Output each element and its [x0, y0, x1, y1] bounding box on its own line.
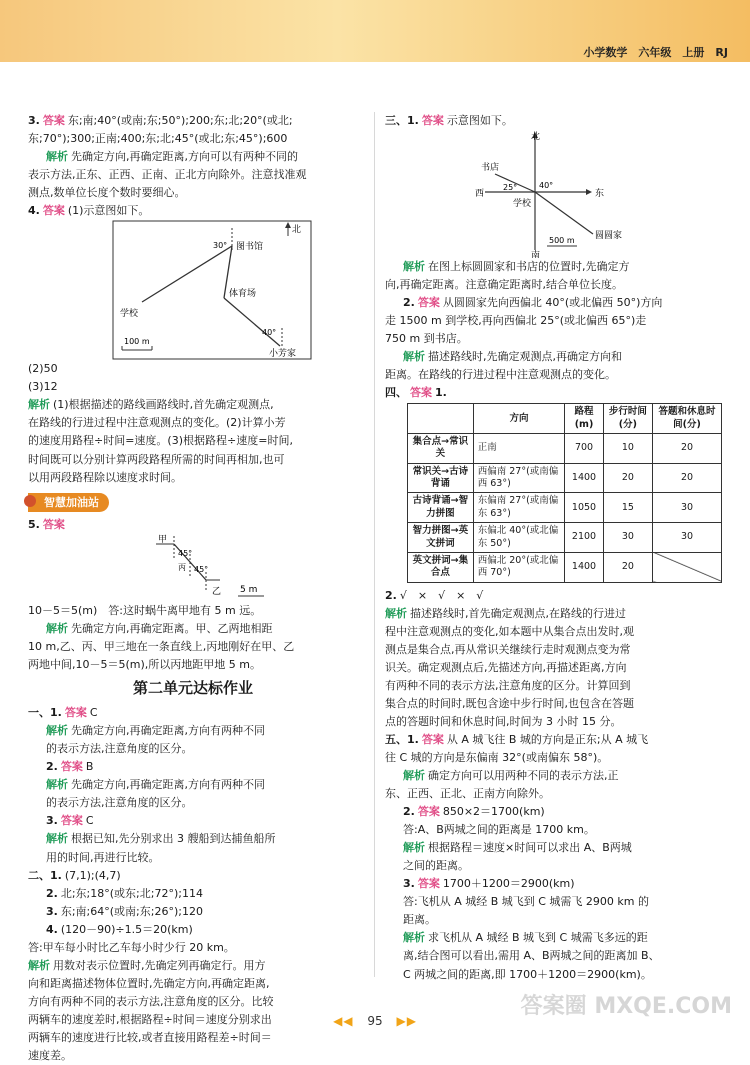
q4-answer: 4. 答案 (1)示意图如下。	[28, 204, 150, 218]
g3-answer-3: 距离。	[403, 913, 436, 927]
t1-angle-40: 40°	[539, 181, 554, 191]
g1-answer-2: 往 C 城的方向是东偏南 32°(或南偏东 58°)。	[385, 750, 609, 764]
q5-analysis-3: 两地中间,10－5＝5(m),所以丙地距甲地 5 m。	[28, 657, 261, 671]
g3-answer-2: 答:飞机从 A 城经 B 城飞到 C 城需飞 2900 km 的	[403, 895, 650, 909]
q4-part2: (2)50	[28, 362, 58, 376]
series-label: 小学数学 六年级 上册 RJ	[583, 46, 728, 59]
g1-analysis-2: 东、正西、正北、正南方向除外。	[385, 787, 550, 801]
route-col-distance: 路程(m)	[565, 404, 603, 434]
q5-bing-label: 丙	[178, 562, 186, 572]
t1-east: 东	[595, 189, 605, 200]
left-column	[28, 112, 358, 1065]
table-cell: 西偏北 20°(或北偏西 70°)	[473, 552, 565, 582]
page-number: 95	[367, 1014, 383, 1028]
unit-title: 第二单元达标作业	[132, 678, 253, 697]
f2-analysis-5: 有两种不同的表示方法,注意角度的区分。计算回到	[385, 678, 631, 692]
q5-angle-1: 45°	[178, 548, 193, 558]
route-col-rest-time: 答题和休息时间(分)	[653, 404, 722, 434]
table-cell: 20	[603, 463, 652, 493]
t1-scale: 500 m	[549, 236, 575, 246]
t1-home: 圆圆家	[595, 231, 623, 242]
q3-analysis-2: 表示方法,正东、正西、正南、正北方向除外。注意找准观	[28, 168, 307, 182]
table-cell: 30	[603, 523, 652, 553]
q5-scale-label: 5 m	[240, 584, 258, 595]
g2-analysis: 解析 根据路程＝速度×时间可以求出 A、B两城	[403, 841, 632, 855]
route-col-walk-time: 步行时间(分)	[603, 404, 652, 434]
q4-analysis-3: 的速度用路程÷时间=速度。(3)根据路程÷速度=时间,	[28, 434, 293, 448]
q5-analysis: 解析 先确定方向,再确定距离。甲、乙两地相距	[46, 621, 273, 635]
e4-result: 答:甲车每小时比乙车每小时少行 20 km。	[28, 940, 235, 954]
table-cell: 10	[603, 434, 652, 464]
map-north-label: 北	[292, 225, 302, 236]
q5-calc: 10－5＝5(m) 答:这时蜗牛离甲地有 5 m 远。	[28, 603, 262, 617]
g2-answer-2: 答:A、B两城之间的距离是 1700 km。	[403, 823, 595, 837]
t2-answer-3: 750 m 到书店。	[385, 332, 468, 346]
next-arrows-icon: ▶▶	[396, 1014, 417, 1028]
right-column	[385, 112, 725, 984]
s1-answer: 一、1. 答案 C	[28, 706, 98, 720]
g2-answer: 2. 答案 850×2＝1700(km)	[403, 805, 545, 819]
table-cell: 1050	[565, 493, 603, 523]
table-cell: 东偏南 27°(或南偏东 63°)	[473, 493, 565, 523]
s3-analysis-2: 用的时间,再进行比较。	[46, 850, 160, 864]
t1-north: 北	[531, 132, 541, 143]
q4-analysis: 解析 (1)根据描述的路线画路线时,首先确定观测点,	[28, 398, 274, 412]
g3-analysis: 解析 求飞机从 A 城经 B 城飞到 C 城需飞多远的距	[403, 931, 648, 945]
map-angle-30: 30°	[213, 241, 228, 251]
e4-analysis-2: 向和距离描述物体位置时,先确定方向,再确定距离,	[28, 976, 270, 990]
table-row	[408, 523, 722, 553]
q3-analysis: 解析 先确定方向,再确定距离,方向可以有两种不同的	[46, 150, 298, 164]
t1-angle-25: 25°	[503, 183, 518, 193]
q4-analysis-5: 以用两段路程除以速度求时间。	[28, 470, 182, 484]
prev-arrows-icon: ◀◀	[333, 1014, 354, 1028]
t1-south: 南	[531, 251, 541, 259]
s2-analysis: 解析 先确定方向,再确定距离,方向有两种不同	[46, 778, 265, 792]
table-cell: 15	[603, 493, 652, 523]
q5-angle-2: 45°	[194, 564, 209, 574]
t1-bookstore: 书店	[481, 163, 500, 174]
s3-analysis: 解析 根据已知,先分别求出 3 艘船到达捕鱼船所	[46, 832, 276, 846]
s2-answer: 2. 答案 B	[46, 760, 94, 774]
g3-answer: 3. 答案 1700＋1200＝2900(km)	[403, 877, 575, 891]
e4-analysis-3: 方向有两种不同的表示方法,注意角度的区分。比较	[28, 994, 274, 1008]
map-home-label: 小芳家	[269, 349, 297, 360]
top-banner	[0, 0, 750, 62]
route-col-segment	[408, 404, 474, 434]
map-library-label: 图书馆	[236, 242, 264, 253]
table-cell: 20	[603, 552, 652, 582]
wisdom-station-badge: 智慧加油站	[28, 493, 109, 512]
q3-answer: 3. 答案 东;南;40°(或南;东;50°);200;东;北;20°(或北;	[28, 114, 293, 127]
page-footer	[0, 1012, 750, 1031]
q5-jia-label: 甲	[158, 534, 168, 545]
t1-west: 西	[475, 189, 485, 200]
map-angle-40: 40°	[262, 328, 277, 338]
table-cell: 1400	[565, 463, 603, 493]
table-cell: 英文拼词→集合点	[408, 552, 474, 582]
table-cell: 常识关→古诗背诵	[408, 463, 474, 493]
table-cell: 2100	[565, 523, 603, 553]
f2-analysis: 解析 描述路线时,首先确定观测点,在路线的行进过	[385, 606, 626, 620]
table-cell: 20	[653, 434, 722, 464]
e4-analysis-4: 两辆车的速度差时,根据路程÷时间＝速度分别求出	[28, 1012, 272, 1026]
table-row	[408, 552, 722, 582]
watermark: 答案圈 MXQE.COM	[520, 994, 732, 1019]
table-cell: 30	[653, 493, 722, 523]
f2-marks: 2. √ × √ × √	[385, 588, 484, 602]
q5-analysis-2: 10 m,乙、丙、甲三地在一条直线上,丙地刚好在甲、乙	[28, 639, 295, 653]
column-divider	[374, 112, 375, 977]
table-cell: 智力拼图→英文拼词	[408, 523, 474, 553]
table-cell: 20	[653, 463, 722, 493]
e2-answer: 2. 北;东;18°(或东;北;72°);114	[46, 886, 203, 900]
g3-analysis-3: C 两城之间的距离,即 1700＋1200＝2900(km)。	[403, 967, 652, 981]
s3-answer: 3. 答案 C	[46, 814, 94, 828]
e4-analysis: 解析 用数对表示位置时,先确定列再确定行。用方	[28, 958, 266, 972]
q3-answer-2: 东;70°);300;正南;400;东;北;45°(或北;东;45°);600	[28, 132, 288, 146]
table-row	[408, 434, 722, 464]
e4-answer: 4. (120－90)÷1.5＝20(km)	[46, 922, 193, 936]
t1-answer: 三、1. 答案 示意图如下。	[385, 114, 513, 127]
q4-part3: (3)12	[28, 380, 58, 394]
g1-answer: 五、1. 答案 从 A 城飞往 B 城的方向是正东;从 A 城飞	[385, 732, 649, 746]
table-cell: 30	[653, 523, 722, 553]
table-cell: 1400	[565, 552, 603, 582]
f2-analysis-2: 程中注意观测点的变化,如本题中从集合点出发时,观	[385, 624, 634, 638]
t2-answer-2: 走 1500 m 到学校,再向西偏北 25°(或北偏西 65°)走	[385, 314, 647, 328]
s1-analysis-2: 的表示方法,注意角度的区分。	[46, 742, 193, 756]
table-cell-slash	[653, 552, 722, 582]
table-cell: 东偏北 40°(或北偏东 50°)	[473, 523, 565, 553]
table-row	[408, 493, 722, 523]
q5-figure	[116, 534, 276, 602]
t1-school: 学校	[513, 199, 532, 210]
table-cell: 正南	[473, 434, 565, 464]
q5-answer: 5. 答案	[28, 517, 65, 531]
q5-yi-label: 乙	[212, 586, 222, 597]
table-cell: 古诗背诵→智力拼图	[408, 493, 474, 523]
t2-answer: 2. 答案 从圆圆家先向西偏北 40°(或北偏西 50°)方向	[403, 296, 663, 310]
map-gym-label: 体育场	[229, 289, 257, 300]
g1-analysis: 解析 确定方向可以用两种不同的表示方法,正	[403, 769, 619, 783]
route-table	[407, 403, 722, 582]
t1-analysis-2: 向,再确定距离。注意确定距离时,结合单位长度。	[385, 278, 623, 292]
q4-analysis-4: 时间既可以分别计算两段路程所需的时间再相加,也可	[28, 452, 285, 466]
table-cell: 700	[565, 434, 603, 464]
map-school-label: 学校	[120, 309, 139, 320]
map-scale-label: 100 m	[124, 337, 150, 347]
f2-analysis-3: 测点是集合点,再从常识关继续行走时观测点变为常	[385, 642, 631, 656]
s2-analysis-2: 的表示方法,注意角度的区分。	[46, 796, 193, 810]
e3-answer: 3. 东;南;64°(或南;东;26°);120	[46, 904, 203, 918]
q4-analysis-2: 在路线的行进过程中注意观测点的变化。(2)计算小芳	[28, 416, 286, 430]
g3-analysis-2: 离,结合图可以看出,需用 A、B两城之间的距离加 B、	[403, 949, 660, 963]
t2-analysis-2: 距离。在路线的行进过程中注意观测点的变化。	[385, 368, 616, 382]
e1-answer: 二、1. (7,1);(4,7)	[28, 868, 121, 882]
q4-route-map	[112, 220, 312, 360]
f2-analysis-7: 点的答题时间和休息时间,时间为 3 小时 15 分。	[385, 714, 622, 728]
g2-analysis-2: 之间的距离。	[403, 859, 469, 873]
t1-analysis: 解析 在图上标圆圆家和书店的位置时,先确定方	[403, 260, 630, 274]
f2-analysis-4: 识关。确定观测点后,先描述方向,再描述距离,方向	[385, 660, 627, 674]
f1-answer: 四、 答案 1.	[385, 386, 447, 400]
route-table-header	[408, 404, 722, 434]
t2-analysis: 解析 描述路线时,先确定观测点,再确定方向和	[403, 350, 622, 364]
e4-analysis-5: 两辆车的速度进行比较,或者直接用路程差÷时间＝	[28, 1030, 272, 1044]
s1-analysis: 解析 先确定方向,再确定距离,方向有两种不同	[46, 724, 265, 738]
e4-analysis-6: 速度差。	[28, 1049, 72, 1063]
f2-analysis-6: 集合点的时间时,既包含途中步行时间,也包含在答题	[385, 696, 634, 710]
table-cell: 西偏南 27°(或南偏西 63°)	[473, 463, 565, 493]
t1-route-map	[475, 130, 675, 258]
table-row	[408, 463, 722, 493]
q3-analysis-3: 测点,数单位长度个数时要细心。	[28, 186, 186, 200]
table-cell: 集合点→常识关	[408, 434, 474, 464]
route-col-direction: 方向	[473, 404, 565, 434]
